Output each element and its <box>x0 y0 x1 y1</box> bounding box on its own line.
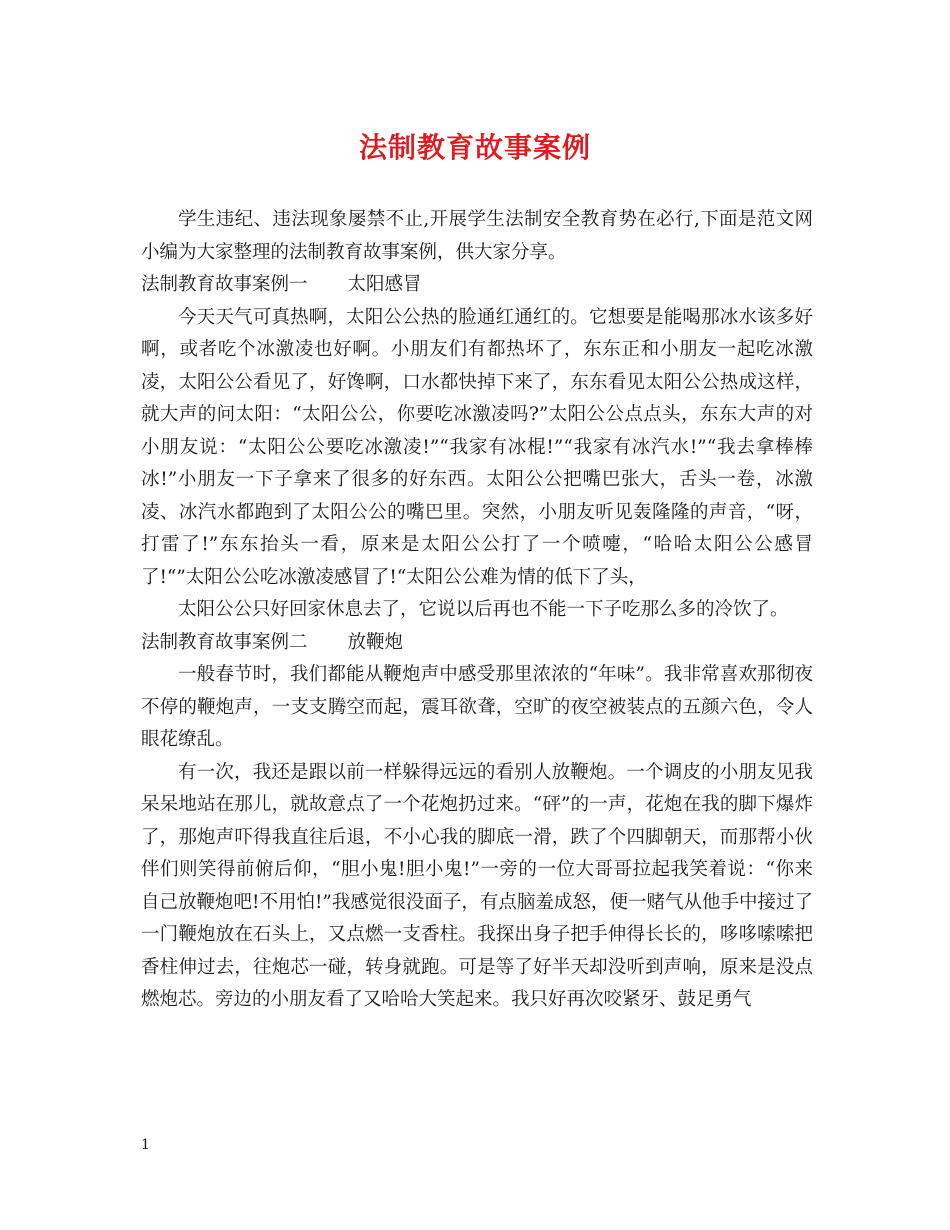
case1-heading: 法制教育故事案例一 <box>141 274 308 295</box>
case2-paragraph-2: 有一次，我还是跟以前一样躲得远远的看别人放鞭炮。一个调皮的小朋友见我呆呆地站在那儿，就故意点了一个花炮扔过来。“砰”的一声，花炮在我的脚下爆炸了，那炮声吓得我直往后退，不小心我的脚底一滑，跌了个四脚朝天，而那帮小伙伴们则笑得前俯后仰，“胆小鬼!胆小鬼!”一旁的一位大哥哥拉起我笑着说：“你来自己放鞭炮吧!不用怕!”我感觉很没面子，有点脑羞成怒，便一赌气从他手中接过了一门鞭炮放在石头上，又点燃一支香柱。我探出身子把手伸得长长的，哆哆嗦嗦把香柱伸过去，往炮芯一碰，转身就跑。可是等了好半天却没听到声响，原来是没点燃炮芯。旁边的小朋友看了又哈哈大笑起来。我只好再次咬紧牙、鼓足勇气 <box>141 761 813 1010</box>
case1-paragraph-1: 今天天气可真热啊，太阳公公热的脸通红通红的。它想要是能喝那冰水该多好啊，或者吃个冰激凌也好啊。小朋友们有都热坏了，东东正和小朋友一起吃冰激凌，太阳公公看见了，好馋啊，口水都快掉下来了，东东看见太阳公公热成这样，就大声的问太阳：“太阳公公，你要吃冰激凌吗?”太阳公公点点头，东东大声的对小朋友说：“太阳公公要吃冰激凌!”“我家有冰棍!”“我家有冰汽水!”“我去拿棒棒冰!”小朋友一下子拿来了很多的好东西。太阳公公把嘴巴张大，舌头一卷，冰激凌、冰汽水都跑到了太阳公公的嘴巴里。突然，小朋友听见轰隆隆的声音，“呀，打雷了!”东东抬头一看，原来是太阳公公打了一个喷嚏，“哈哈太阳公公感冒了!“”太阳公公吃冰激凌感冒了!“太阳公公难为情的低下了头， <box>141 306 813 588</box>
intro-paragraph: 学生违纪、违法现象屡禁不止,开展学生法制安全教育势在必行,下面是范文网小编为大家整理的法制教育故事案例，供大家分享。 <box>141 209 813 263</box>
document-title: 法制教育故事案例 <box>358 131 591 164</box>
case1-subtitle: 太阳感冒 <box>347 274 422 295</box>
case1-paragraph-2: 太阳公公只好回家休息去了，它说以后再也不能一下子吃那么多的冷饮了。 <box>178 599 789 620</box>
page-number: 1 <box>141 1137 150 1153</box>
case2-paragraph-1: 一般春节时，我们都能从鞭炮声中感受那里浓浓的“年味”。我非常喜欢那彻夜不停的鞭炮声，一支支腾空而起，震耳欲聋，空旷的夜空被装点的五颜六色，令人眼花缭乱。 <box>141 664 813 750</box>
case2-heading: 法制教育故事案例二 <box>141 631 308 653</box>
case1-heading-line <box>141 269 813 302</box>
case2-heading-line <box>141 627 813 660</box>
case2-subtitle: 放鞭炮 <box>347 631 404 653</box>
document-body <box>141 204 813 1017</box>
